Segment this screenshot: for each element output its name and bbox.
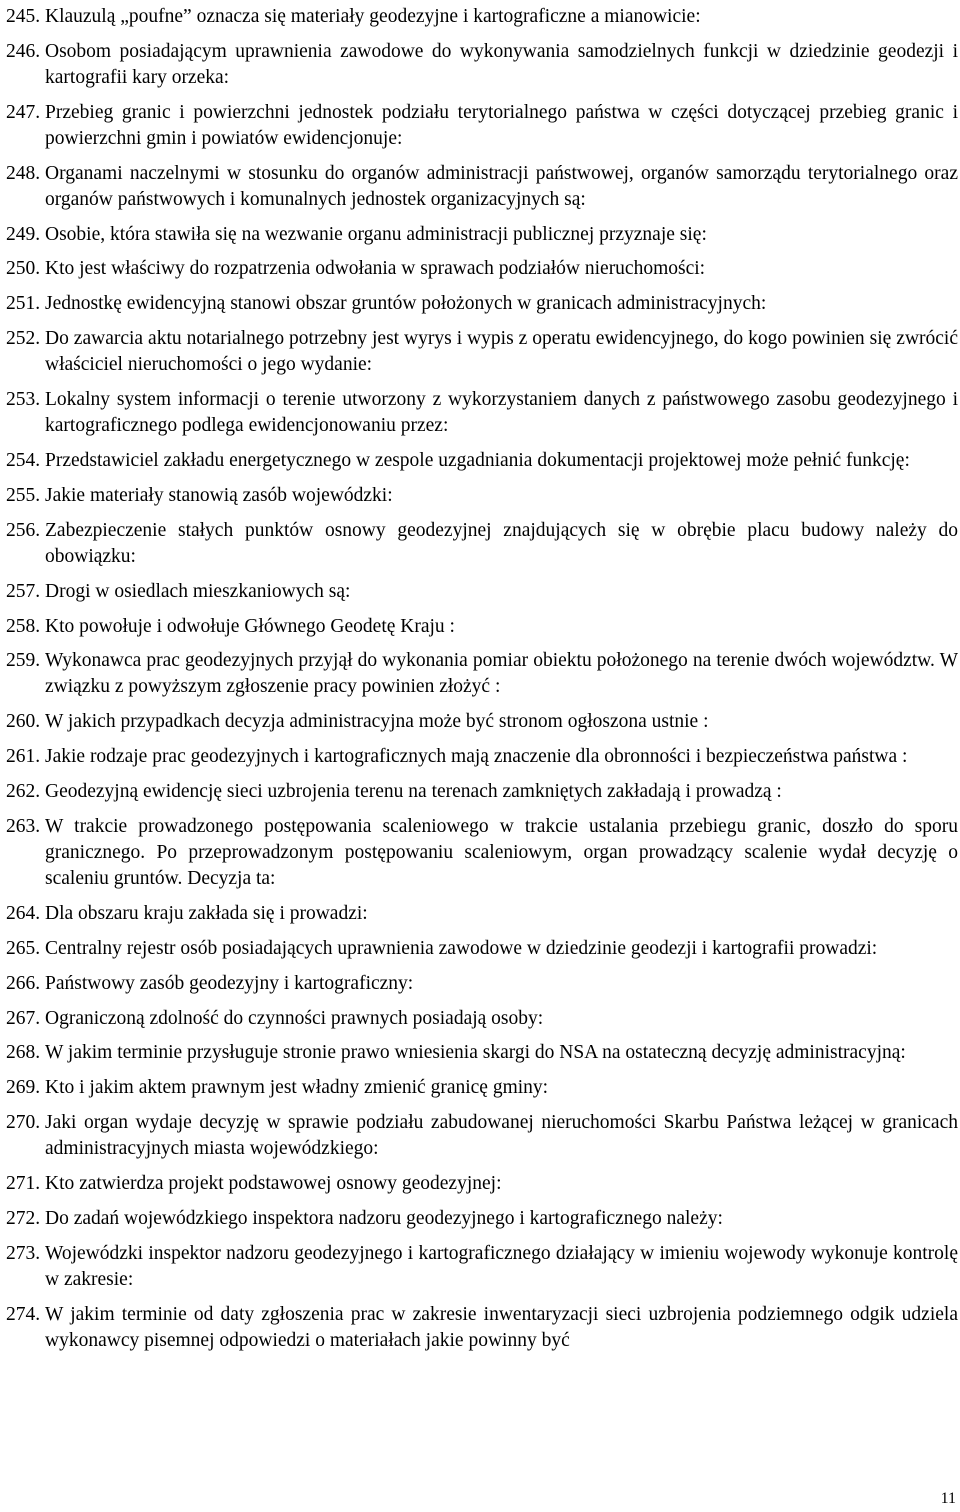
question-number: 262. <box>6 781 41 803</box>
question-text: Ograniczoną zdolność do czynności prawnych posiadają osoby: <box>45 1007 544 1029</box>
question-text: Jakie rodzaje prac geodezyjnych i kartograficznych mają znaczenie dla obronności i bezpieczeństwa państwa : <box>45 746 908 768</box>
question-text: Wojewódzki inspektor nadzoru geodezyjnego i kartograficznego działający w imieniu wojewody wykonuje kontrolę w zakresie: <box>45 1242 958 1290</box>
question-number: 251. <box>6 293 41 315</box>
question-item <box>6 971 958 997</box>
question-item <box>6 518 958 570</box>
question-item <box>6 448 958 474</box>
question-number: 259. <box>6 650 41 672</box>
question-item <box>6 779 958 805</box>
question-number: 274. <box>6 1303 41 1325</box>
question-item <box>6 648 958 700</box>
question-text: Organami naczelnymi w stosunku do organów administracji państwowej, organów samorządu terytorialnego oraz organów państwowych i komunalnych jednostek organizacyjnych są: <box>45 162 958 210</box>
question-text: Do zadań wojewódzkiego inspektora nadzoru geodezyjnego i kartograficznego należy: <box>45 1208 723 1230</box>
question-number: 255. <box>6 484 41 506</box>
question-item <box>6 483 958 509</box>
question-number: 245. <box>6 6 41 27</box>
question-item <box>6 100 958 152</box>
question-number: 269. <box>6 1077 41 1099</box>
question-number: 254. <box>6 450 41 472</box>
question-number: 248. <box>6 162 41 184</box>
question-number: 260. <box>6 711 41 733</box>
question-item <box>6 161 958 213</box>
question-number: 249. <box>6 223 41 245</box>
question-text: Zabezpieczenie stałych punktów osnowy geodezyjnej znajdujących się w obrębie placu budowy należy do obowiązku: <box>45 519 958 567</box>
question-text: Drogi w osiedlach mieszkaniowych są: <box>45 580 351 602</box>
question-text: W trakcie prowadzonego postępowania scaleniowego w trakcie ustalania przebiegu granic, doszło do sporu granicznego. Po przeprowadzonym postępowaniu scaleniowym, organ prowadzący scalenie wydał decyzję o scaleniu gruntów. Decyzja ta: <box>45 816 958 890</box>
question-item <box>6 1302 958 1354</box>
question-item <box>6 387 958 439</box>
question-number: 256. <box>6 519 41 541</box>
question-text: Osobie, która stawiła się na wezwanie organu administracji publicznej przyznaje się: <box>45 223 707 245</box>
question-number: 273. <box>6 1242 41 1264</box>
question-number: 263. <box>6 816 41 838</box>
question-item <box>6 326 958 378</box>
question-item <box>6 579 958 605</box>
question-text: W jakich przypadkach decyzja administracyjna może być stronom ogłoszona ustnie : <box>45 711 709 733</box>
question-item <box>6 39 958 91</box>
question-item <box>6 1006 958 1032</box>
question-text: Centralny rejestr osób posiadających uprawnienia zawodowe w dziedzinie geodezji i kartografii prowadzi: <box>45 937 878 959</box>
question-list <box>6 4 958 1363</box>
question-text: Jednostkę ewidencyjną stanowi obszar gruntów położonych w granicach administracyjnych: <box>45 293 767 315</box>
question-number: 253. <box>6 389 41 411</box>
question-text: Lokalny system informacji o terenie utworzony z wykorzystaniem danych z państwowego zasobu geodezyjnego i kartograficznego podlega ewidencjonowaniu przez: <box>45 389 958 437</box>
question-item <box>6 222 958 248</box>
question-text: Jakie materiały stanowią zasób wojewódzki: <box>45 484 393 506</box>
question-text: Kto jest właściwy do rozpatrzenia odwołania w sprawach podziałów nieruchomości: <box>45 258 706 280</box>
question-text: Państwowy zasób geodezyjny i kartograficzny: <box>45 972 414 994</box>
question-item <box>6 256 958 282</box>
question-text: W jakim terminie od daty zgłoszenia prac w zakresie inwentaryzacji sieci uzbrojenia podziemnego odgik udziela wykonawcy pisemnej odpowiedzi o materiałach jakie powinny być <box>45 1303 958 1351</box>
question-number: 250. <box>6 258 41 280</box>
question-number: 265. <box>6 937 41 959</box>
question-item <box>6 1171 958 1197</box>
question-number: 266. <box>6 972 41 994</box>
question-text: Jaki organ wydaje decyzję w sprawie podziału zabudowanej nieruchomości Skarbu Państwa leżącej w granicach administracyjnych miasta wojewódzkiego: <box>45 1112 958 1160</box>
question-item <box>6 1110 958 1162</box>
question-number: 264. <box>6 902 41 924</box>
question-text: Osobom posiadającym uprawnienia zawodowe do wykonywania samodzielnych funkcji w dziedzinie geodezji i kartografii kary orzeka: <box>45 40 958 88</box>
question-item <box>6 936 958 962</box>
question-number: 261. <box>6 746 41 768</box>
question-text: W jakim terminie przysługuje stronie prawo wniesienia skargi do NSA na ostateczną decyzję administracyjną: <box>45 1042 906 1064</box>
question-number: 246. <box>6 40 41 62</box>
question-item <box>6 1206 958 1232</box>
question-text: Kto powołuje i odwołuje Głównego Geodetę Kraju : <box>45 615 455 637</box>
question-number: 247. <box>6 101 41 123</box>
question-item <box>6 744 958 770</box>
question-text: Wykonawca prac geodezyjnych przyjął do wykonania pomiar obiektu położonego na terenie dwóch województw. W związku z powyższym zgłoszenie pracy powinien złożyć : <box>45 650 958 698</box>
question-text: Geodezyjną ewidencję sieci uzbrojenia terenu na terenach zamkniętych zakładają i prowadzą : <box>45 781 782 803</box>
question-number: 271. <box>6 1173 41 1195</box>
question-item <box>6 1075 958 1101</box>
question-item <box>6 1241 958 1293</box>
question-text: Do zawarcia aktu notarialnego potrzebny jest wyrys i wypis z operatu ewidencyjnego, do kogo powinien się zwrócić właściciel nieruchomości o jego wydanie: <box>45 328 958 376</box>
question-text: Przedstawiciel zakładu energetycznego w zespole uzgadniania dokumentacji projektowej może pełnić funkcję: <box>45 450 910 472</box>
question-text: Dla obszaru kraju zakłada się i prowadzi: <box>45 902 368 924</box>
question-number: 257. <box>6 580 41 602</box>
question-text: Kto i jakim aktem prawnym jest władny zmienić granicę gminy: <box>45 1077 549 1099</box>
question-text: Kto zatwierdza projekt podstawowej osnowy geodezyjnej: <box>45 1173 502 1195</box>
question-text: Klauzulą „poufne” oznacza się materiały geodezyjne i kartograficzne a mianowicie: <box>45 6 701 27</box>
question-number: 267. <box>6 1007 41 1029</box>
question-number: 272. <box>6 1208 41 1230</box>
question-item <box>6 614 958 640</box>
question-number: 258. <box>6 615 41 637</box>
question-item <box>6 901 958 927</box>
page-number: 11 <box>940 1490 956 1507</box>
question-number: 268. <box>6 1042 41 1064</box>
question-item <box>6 1040 958 1066</box>
question-item <box>6 709 958 735</box>
question-item <box>6 814 958 892</box>
question-item <box>6 291 958 317</box>
question-item <box>6 4 958 30</box>
question-number: 270. <box>6 1112 41 1134</box>
question-text: Przebieg granic i powierzchni jednostek podziału terytorialnego państwa w części dotyczącej przebieg granic i powierzchni gmin i powiatów ewidencjonuje: <box>45 101 958 149</box>
question-number: 252. <box>6 328 41 350</box>
